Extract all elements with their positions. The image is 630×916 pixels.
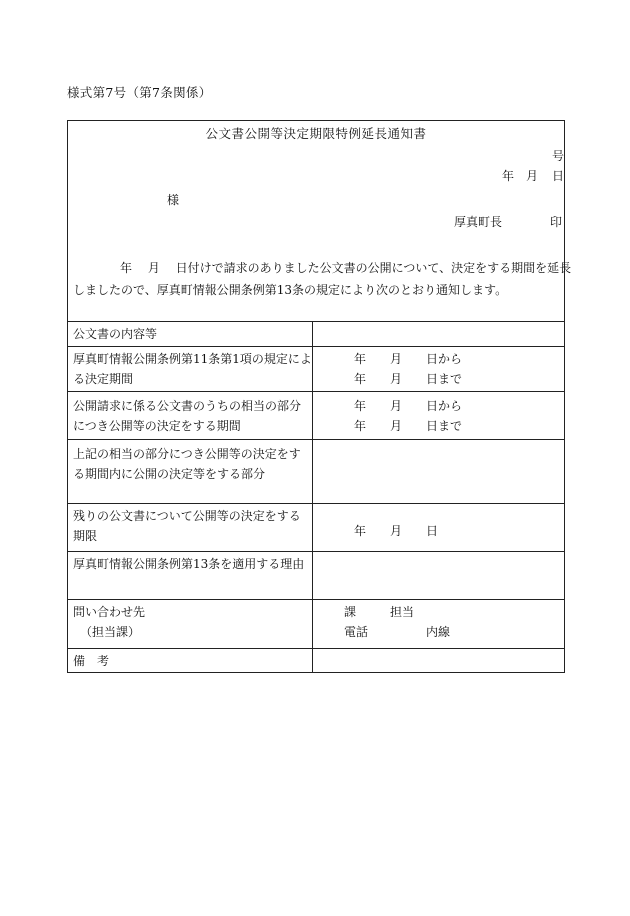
column-divider (312, 321, 313, 672)
period-to-day: 日まで (426, 372, 463, 386)
contact-label: 問い合わせ先 (73, 605, 146, 619)
issue-date-day: 日 (552, 169, 565, 183)
partial-to-year: 年 (354, 419, 367, 433)
addressee-suffix: 様 (167, 193, 180, 207)
remaining-label-line-1: 残りの公文書について公開等の決定をする (73, 509, 301, 523)
period-to-year: 年 (354, 372, 367, 386)
row-divider (68, 321, 564, 322)
partial-from-year: 年 (354, 399, 367, 413)
remaining-day: 日 (426, 524, 439, 538)
within-label-line-1: 上記の相当の部分につき公開等の決定をす (73, 447, 301, 461)
row-divider (68, 439, 564, 440)
document-number-label: 号 (552, 149, 565, 163)
partial-from-day: 日から (426, 399, 463, 413)
contact-person: 担当 (390, 605, 415, 619)
period-to-month: 月 (390, 372, 403, 386)
row-divider (68, 551, 564, 552)
issue-date-month: 月 (526, 169, 539, 183)
row-divider (68, 346, 564, 347)
row-divider (68, 503, 564, 504)
remaining-month: 月 (390, 524, 403, 538)
partial-to-month: 月 (390, 419, 403, 433)
form-number: 様式第7号（第7条関係） (67, 85, 212, 100)
row-divider (68, 648, 564, 649)
sender-name: 厚真町長 (454, 215, 503, 229)
partial-from-month: 月 (390, 399, 403, 413)
reason-label: 厚真町情報公開条例第13条を適用する理由 (73, 557, 305, 571)
notice-form (67, 120, 572, 673)
row-divider (68, 391, 564, 392)
remaining-label-line-2: 期限 (73, 529, 98, 543)
remarks-label: 備 考 (73, 654, 110, 668)
contact-dept-label: （担当課） (80, 625, 141, 639)
content-label: 公文書の内容等 (73, 327, 158, 341)
form-title: 公文書公開等決定期限特例延長通知書 (205, 126, 427, 141)
within-label-line-2: る期間内に公開の決定等をする部分 (73, 467, 266, 481)
partial-label-line-1: 公開請求に係る公文書のうちの相当の部分 (73, 399, 302, 413)
seal-mark: 印 (550, 215, 563, 229)
issue-date-year: 年 (502, 169, 515, 183)
remaining-year: 年 (354, 524, 367, 538)
body-line-1: 年 月 日付けで請求のありました公文書の公開について、決定をする期間を延長 (120, 261, 572, 275)
contact-extension: 内線 (426, 625, 451, 639)
period-label-line-2: る決定期間 (73, 372, 134, 386)
row-divider (68, 599, 564, 600)
partial-to-day: 日まで (426, 419, 463, 433)
period-from-month: 月 (390, 352, 403, 366)
body-line-2: しましたので、厚真町情報公開条例第13条の規定により次のとおり通知します。 (73, 283, 508, 297)
contact-section: 課 (344, 605, 357, 619)
period-label-line-1: 厚真町情報公開条例第11条第1項の規定によ (73, 352, 312, 366)
contact-phone: 電話 (344, 625, 369, 639)
period-from-day: 日から (426, 352, 463, 366)
period-from-year: 年 (354, 352, 367, 366)
partial-label-line-2: につき公開等の決定をする期間 (73, 419, 241, 433)
